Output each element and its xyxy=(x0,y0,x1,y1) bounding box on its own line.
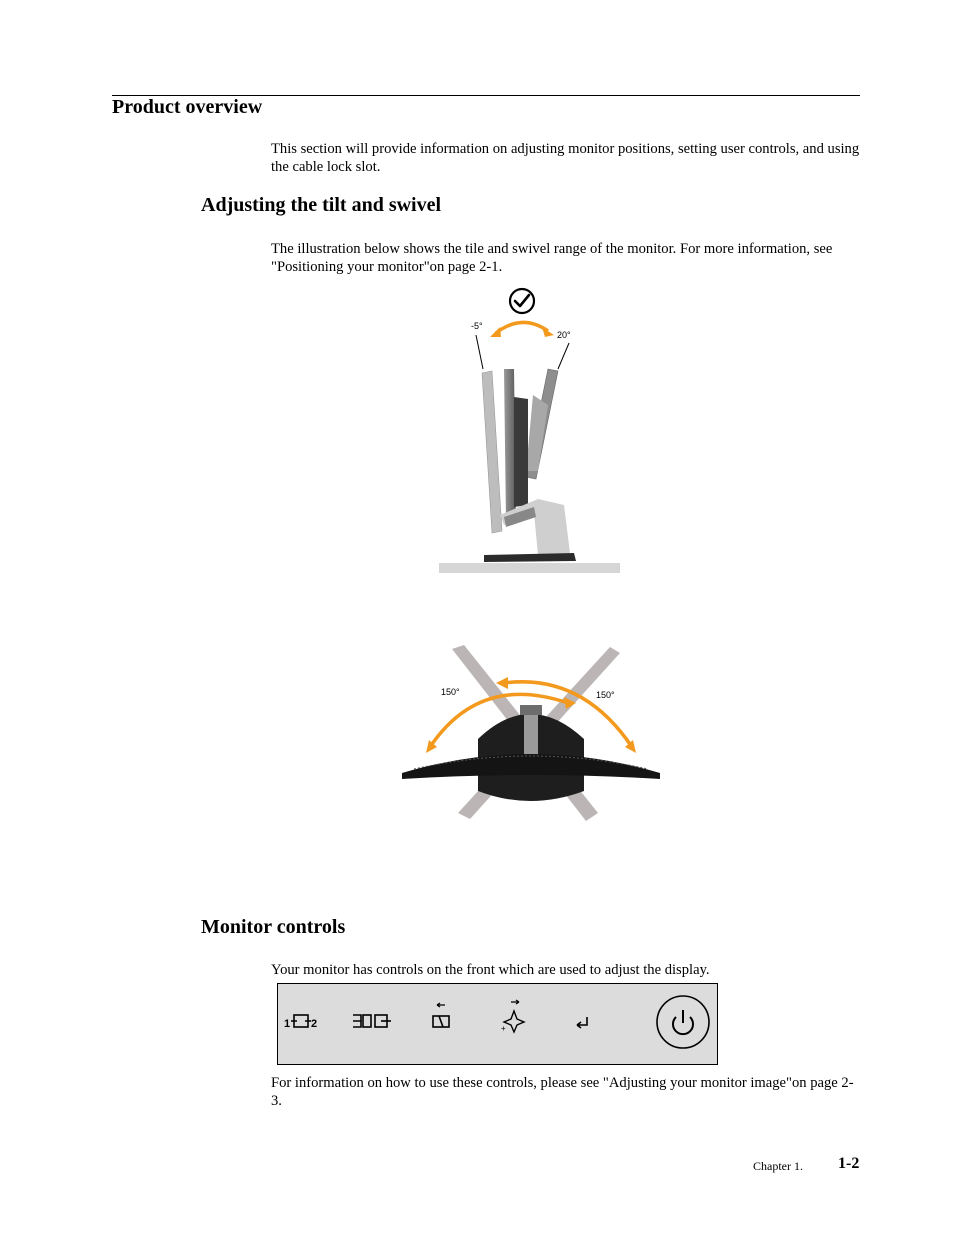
check-circle-icon xyxy=(510,289,534,313)
footer-page-number: 1-2 xyxy=(838,1155,860,1172)
tilt-heading: Adjusting the tilt and swivel xyxy=(201,194,442,216)
intro-paragraph: This section will provide information on adjusting monitor positions, setting user controls, and using the cable lock slot. xyxy=(271,141,860,175)
footer-chapter: Chapter 1. xyxy=(753,1159,803,1173)
controls-info-paragraph: For information on how to use these controls, please see "Adjusting your monitor image"on page 2-3. xyxy=(271,1075,854,1109)
tilt-illustration xyxy=(438,285,622,575)
power-icon[interactable] xyxy=(657,996,709,1048)
tilt-angle-front: 20° xyxy=(557,330,571,340)
tilt-arc-arrow xyxy=(490,322,554,337)
controls-paragraph: Your monitor has controls on the front which are used to adjust the display. xyxy=(271,962,710,978)
svg-text:+: + xyxy=(501,1024,506,1033)
tilt-angle-back: -5° xyxy=(471,321,483,331)
tilt-paragraph: The illustration below shows the tile and swivel range of the monitor. For more information, see "Positioning your monitor"on page 2-1. xyxy=(271,241,833,275)
controls-heading: Monitor controls xyxy=(201,916,346,938)
input-label-1: 1 xyxy=(284,1018,291,1030)
section-title: Product overview xyxy=(112,96,263,118)
swivel-illustration xyxy=(400,643,662,825)
input-label-2: 2 xyxy=(311,1018,318,1030)
monitor-controls-panel xyxy=(277,983,718,1065)
swivel-angle-right: 150° xyxy=(596,690,615,700)
swivel-angle-left: 150° xyxy=(441,687,460,697)
